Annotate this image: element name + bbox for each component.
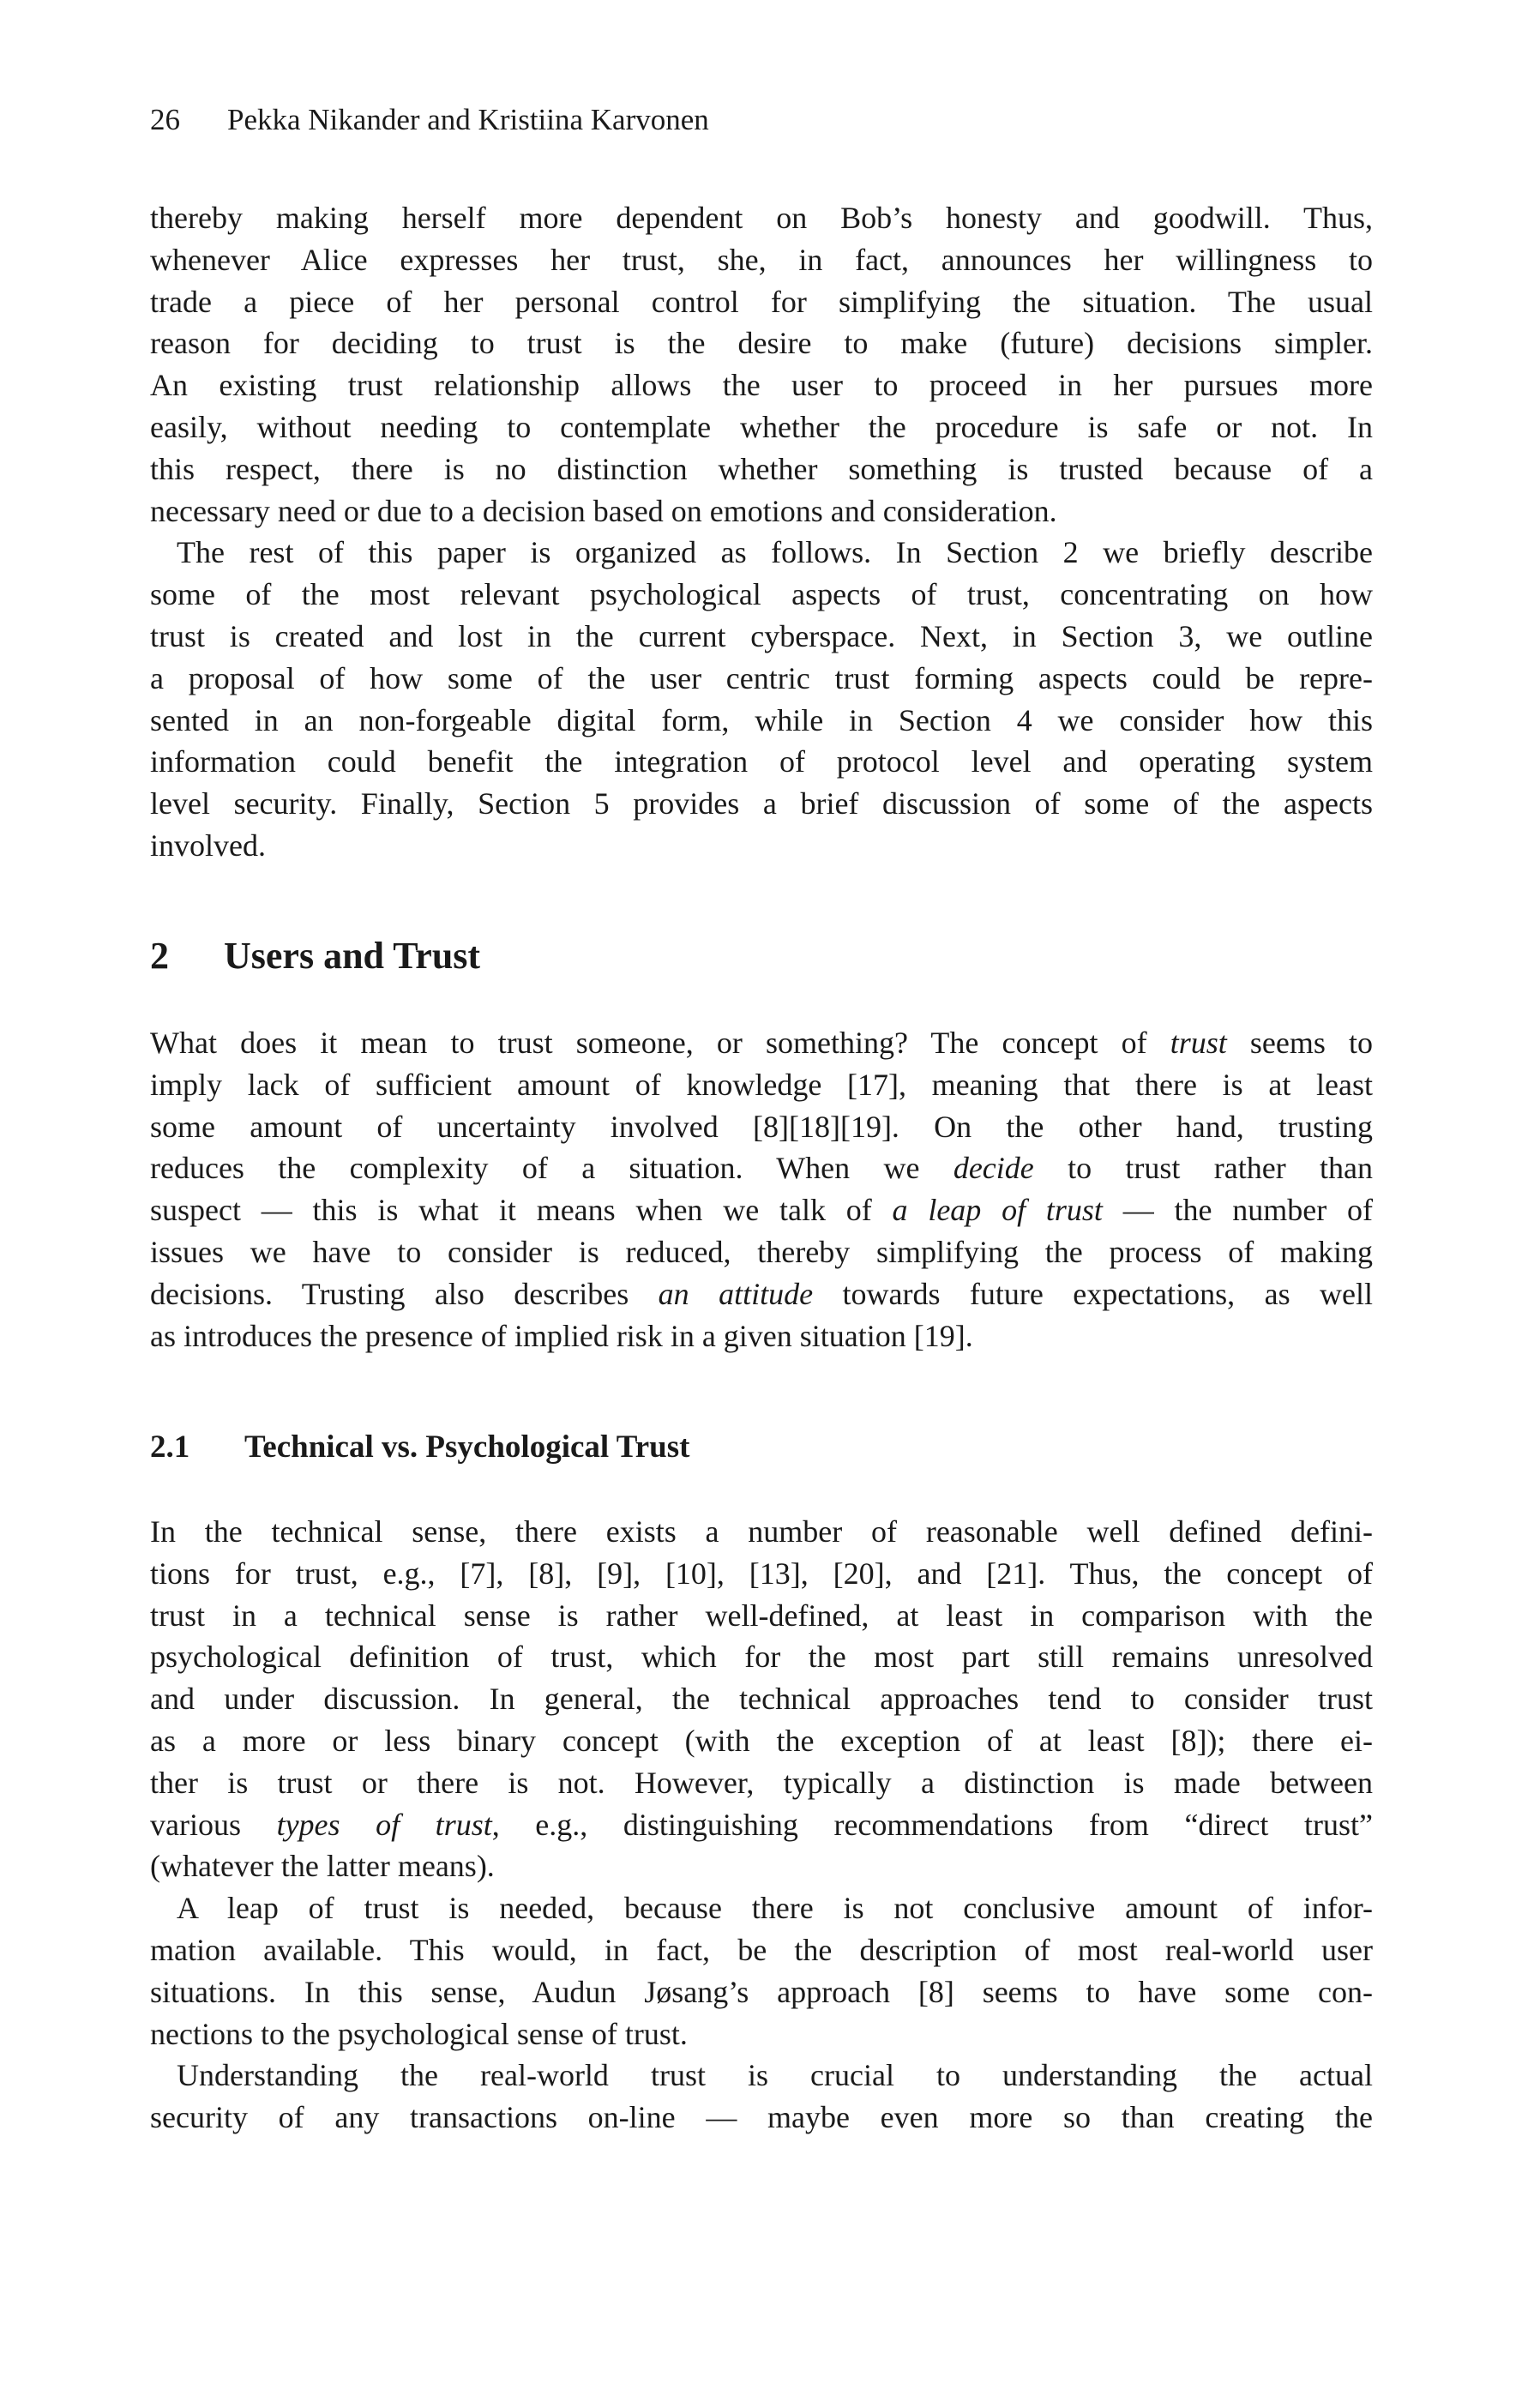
paragraph (150, 1022, 1373, 1357)
text-line (150, 197, 1373, 239)
text-run: a proposal of how some of the user centric trust forming aspects could be repre- (150, 660, 1373, 695)
text-run: as a more or less binary concept (with the exception of at least [8]); there ei- (150, 1723, 1373, 1758)
subsection-number: 2.1 (150, 1429, 190, 1465)
text-line (150, 448, 1373, 490)
text-run: sented in an non-forgeable digital form, while in Section 4 we consider how this (150, 702, 1373, 737)
intro-text (150, 197, 1373, 867)
text-line (150, 1678, 1373, 1720)
text-run: mation available. This would, in fact, be the description of most real-world user (150, 1932, 1373, 1967)
text-line (150, 239, 1373, 281)
text-line (150, 1762, 1373, 1804)
text-line (150, 1022, 1373, 1064)
text-run: various (150, 1807, 277, 1842)
text-line (150, 574, 1373, 616)
text-line (150, 2097, 1373, 2139)
text-run: What does it mean to trust someone, or something? The concept of (150, 1026, 1170, 1060)
text-line (150, 1887, 1373, 1929)
emphasis-text: decide (953, 1151, 1034, 1186)
text-line (150, 1553, 1373, 1595)
text-line (150, 364, 1373, 406)
text-run: as introduces the presence of implied risk in a given situation [19]. (150, 1318, 973, 1353)
text-run: towards future expectations, as well (813, 1276, 1373, 1311)
text-line (150, 1189, 1373, 1231)
emphasis-text: types of trust (276, 1807, 492, 1842)
section-2-text (150, 1022, 1373, 1357)
text-line (150, 406, 1373, 448)
paragraph (150, 532, 1373, 866)
text-run: In the technical sense, there exists a number of reasonable well defined defini- (150, 1514, 1373, 1549)
text-run: decisions. Trusting also describes (150, 1276, 659, 1311)
text-run: this respect, there is no distinction whether something is trusted because of a (150, 451, 1373, 486)
text-run: tions for trust, e.g., [7], [8], [9], [10], [13], [20], and [21]. Thus, the concept of (150, 1556, 1373, 1591)
text-run: imply lack of sufficient amount of knowledge [17], meaning that there is at least (150, 1067, 1373, 1102)
section-heading (150, 933, 480, 979)
text-line (150, 741, 1373, 783)
text-run: issues we have to consider is reduced, thereby simplifying the process of making (150, 1234, 1373, 1269)
paragraph (150, 1511, 1373, 1887)
text-run: reduces the complexity of a situation. When we (150, 1151, 953, 1186)
emphasis-text: trust (1170, 1026, 1227, 1060)
text-line (150, 825, 1373, 867)
text-run: Understanding the real-world trust is crucial to understanding the actual (177, 2058, 1373, 2093)
page-number: 26 (150, 103, 180, 136)
text-run: ther is trust or there is not. However, typically a distinction is made between (150, 1765, 1373, 1800)
text-line (150, 658, 1373, 700)
paragraph (150, 197, 1373, 532)
text-run: situations. In this sense, Audun Jøsang’s approach [8] seems to have some con- (150, 1974, 1373, 2009)
text-run: and under discussion. In general, the technical approaches tend to consider trust (150, 1682, 1373, 1717)
text-run: nections to the psychological sense of trust. (150, 2016, 688, 2051)
text-run: A leap of trust is needed, because there is not conclusive amount of infor- (177, 1891, 1373, 1926)
running-header-authors: Pekka Nikander and Kristiina Karvonen (227, 103, 709, 136)
text-line (150, 1273, 1373, 1315)
text-run: reason for deciding to trust is the desire to make (future) decisions simpler. (150, 326, 1373, 361)
text-line (150, 783, 1373, 825)
text-line (150, 532, 1373, 574)
text-run: involved. (150, 827, 266, 863)
emphasis-text: a leap of trust (892, 1193, 1103, 1228)
text-run: seems to (1226, 1026, 1374, 1060)
text-run: trust is created and lost in the current cyberspace. Next, in Section 3, we outline (150, 618, 1373, 653)
text-line (150, 1064, 1373, 1106)
running-header (150, 99, 709, 141)
text-line (150, 1595, 1373, 1637)
subsection-heading (150, 1427, 689, 1468)
emphasis-text: an attitude (658, 1276, 814, 1311)
section-2-1-text (150, 1511, 1373, 2139)
text-line (150, 2055, 1373, 2097)
text-line (150, 1720, 1373, 1762)
text-run: psychological definition of trust, which for the most part still remains unresolved (150, 1640, 1373, 1675)
text-line (150, 1147, 1373, 1189)
text-run: — the number of (1102, 1193, 1373, 1228)
text-run: easily, without needing to contemplate whether the procedure is safe or not. In (150, 409, 1373, 444)
text-run: (whatever the latter means). (150, 1849, 495, 1884)
text-run: trust in a technical sense is rather well-defined, at least in comparison with the (150, 1598, 1373, 1633)
paragraph (150, 1887, 1373, 2055)
text-run: suspect — this is what it means when we talk of (150, 1193, 893, 1228)
text-line (150, 2013, 1373, 2055)
subsection-title: Technical vs. Psychological Trust (244, 1429, 690, 1465)
text-line (150, 616, 1373, 658)
text-run: information could benefit the integration of protocol level and operating system (150, 744, 1373, 779)
text-run: level security. Finally, Section 5 provides a brief discussion of some of the aspects (150, 786, 1373, 821)
text-line (150, 281, 1373, 323)
text-run: whenever Alice expresses her trust, she, in fact, announces her willingness to (150, 242, 1373, 277)
text-line (150, 322, 1373, 364)
text-run: , e.g., distinguishing recommendations from “direct trust” (491, 1807, 1373, 1842)
text-line (150, 1636, 1373, 1678)
section-title: Users and Trust (224, 935, 481, 977)
text-line (150, 1845, 1373, 1887)
text-line (150, 490, 1373, 533)
text-run: trade a piece of her personal control for simplifying the situation. The usual (150, 284, 1373, 319)
paragraph (150, 2055, 1373, 2139)
text-line (150, 1804, 1373, 1846)
text-run: security of any transactions on-line — maybe even more so than creating the (150, 2100, 1373, 2135)
text-line (150, 1929, 1373, 1971)
text-line (150, 700, 1373, 742)
text-run: necessary need or due to a decision based on emotions and consideration. (150, 493, 1057, 528)
text-run: to trust rather than (1033, 1151, 1374, 1186)
text-line (150, 1315, 1373, 1357)
text-run: The rest of this paper is organized as follows. In Section 2 we briefly describe (177, 535, 1373, 570)
text-line (150, 1106, 1373, 1148)
text-line (150, 1511, 1373, 1553)
text-run: some amount of uncertainty involved [8][18][19]. On the other hand, trusting (150, 1109, 1373, 1144)
text-run: thereby making herself more dependent on Bob’s honesty and goodwill. Thus, (150, 201, 1373, 235)
text-line (150, 1971, 1373, 2013)
text-run: some of the most relevant psychological aspects of trust, concentrating on how (150, 577, 1373, 612)
text-line (150, 1231, 1373, 1273)
section-number: 2 (150, 935, 169, 977)
text-run: An existing trust relationship allows the user to proceed in her pursues more (150, 368, 1373, 403)
